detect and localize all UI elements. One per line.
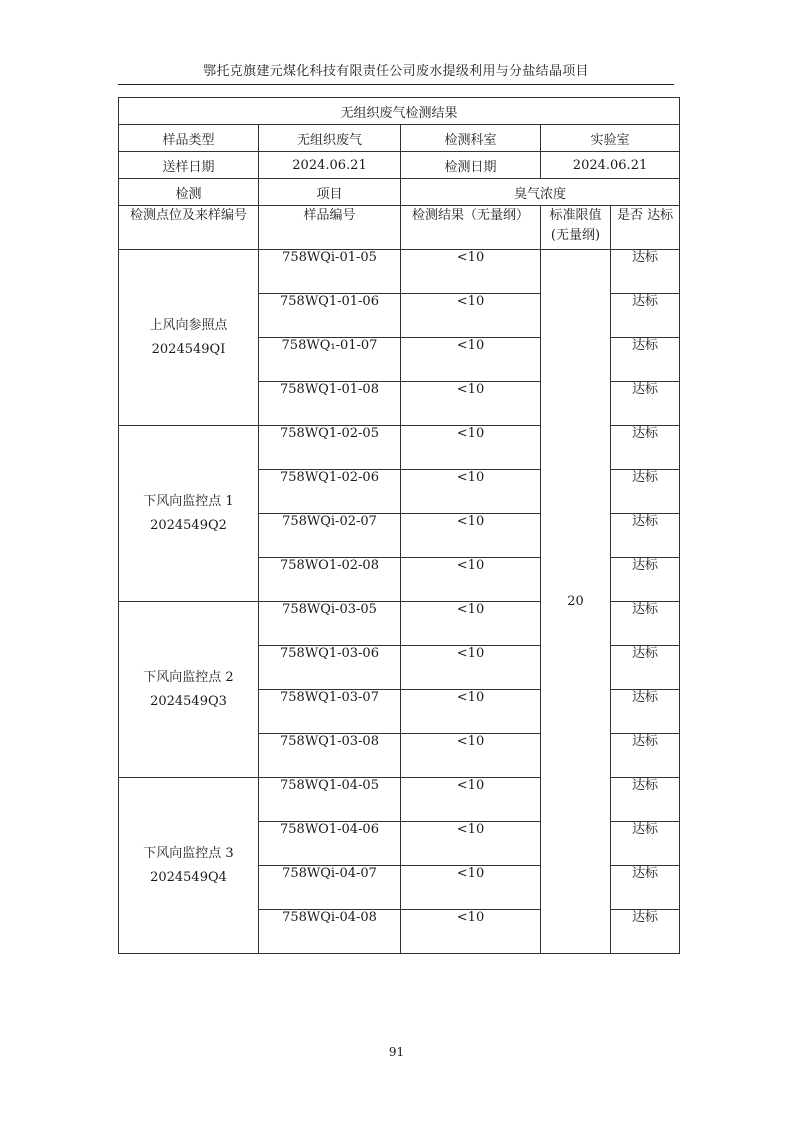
sample-id: 758WQ1-02-05 [259, 426, 401, 470]
sample-id: 758WQ1-04-05 [259, 778, 401, 822]
test-dept-value: 实验室 [541, 125, 680, 152]
sample-id: 758WQi-04-07 [259, 866, 401, 910]
sample-type-label: 样品类型 [119, 125, 259, 152]
test-dept-label: 检测科室 [401, 125, 541, 152]
pass-status: 达标 [611, 470, 680, 514]
test-result: <10 [401, 294, 541, 338]
page-number: 91 [388, 1045, 405, 1059]
pass-status: 达标 [611, 734, 680, 778]
pass-status: 达标 [611, 514, 680, 558]
pass-status: 达标 [611, 426, 680, 470]
test-result: <10 [401, 426, 541, 470]
header-rule [118, 84, 674, 85]
sample-id: 758WO1-02-08 [259, 558, 401, 602]
site-code: 2024549QI [151, 341, 226, 357]
table-row [119, 250, 680, 294]
col-header-pass: 是否 达标 [611, 206, 680, 250]
col-header-limit-line2: (无量纲) [550, 228, 601, 243]
pass-status: 达标 [611, 690, 680, 734]
sample-id: 758WQ1-02-06 [259, 470, 401, 514]
sample-id: 758WQ1-01-08 [259, 382, 401, 426]
sample-id: 758WQi-02-07 [259, 514, 401, 558]
col-header-limit-line1: 标准限值 [549, 208, 602, 223]
site-code: 2024549Q3 [150, 693, 227, 709]
site-name: 下风向监控点 2 [143, 669, 234, 685]
sample-id: 758WQ1-01-06 [259, 294, 401, 338]
pass-status: 达标 [611, 866, 680, 910]
pass-status: 达标 [611, 778, 680, 822]
test-date-value: 2024.06.21 [541, 152, 680, 179]
test-result: <10 [401, 910, 541, 954]
test-result: <10 [401, 646, 541, 690]
test-result: <10 [401, 338, 541, 382]
test-date-label: 检测日期 [401, 152, 541, 179]
table-title: 无组织废气检测结果 [119, 98, 680, 125]
site-name: 下风向监控点 1 [143, 493, 234, 509]
test-result: <10 [401, 734, 541, 778]
test-result: <10 [401, 866, 541, 910]
test-result: <10 [401, 382, 541, 426]
test-result: <10 [401, 602, 541, 646]
pass-status: 达标 [611, 338, 680, 382]
col-header-limit [541, 206, 611, 250]
test-result: <10 [401, 822, 541, 866]
sub-header-odor: 臭气浓度 [401, 179, 680, 206]
sample-id: 758WQi-04-08 [259, 910, 401, 954]
sample-id: 758WQ₁-01-07 [259, 338, 401, 382]
site-name: 下风向监控点 3 [143, 845, 234, 861]
odor-results-table [118, 97, 680, 954]
pass-status: 达标 [611, 822, 680, 866]
test-result: <10 [401, 558, 541, 602]
pass-status: 达标 [611, 382, 680, 426]
site-code: 2024549Q4 [150, 869, 227, 885]
document-header: 鄂托克旗建元煤化科技有限责任公司废水提级利用与分盐结晶项目 [203, 64, 589, 79]
site-cell [119, 778, 259, 954]
test-result: <10 [401, 778, 541, 822]
col-header-result: 检测结果（无量纲） [401, 206, 541, 250]
col-header-site: 检测点位及来样编号 [119, 206, 259, 250]
site-cell [119, 250, 259, 426]
delivery-date-value: 2024.06.21 [259, 152, 401, 179]
site-name: 上风向参照点 [149, 317, 228, 333]
delivery-date-label: 送样日期 [119, 152, 259, 179]
sample-id: 758WQ1-03-07 [259, 690, 401, 734]
test-result: <10 [401, 690, 541, 734]
sub-header-test: 检测 [119, 179, 259, 206]
sample-id: 758WO1-04-06 [259, 822, 401, 866]
sample-id: 758WQ1-03-06 [259, 646, 401, 690]
sample-id: 758WQi-01-05 [259, 250, 401, 294]
pass-status: 达标 [611, 646, 680, 690]
site-cell [119, 602, 259, 778]
col-header-sample: 样品编号 [259, 206, 401, 250]
pass-status: 达标 [611, 250, 680, 294]
sample-id: 758WQ1-03-08 [259, 734, 401, 778]
sample-id: 758WQi-03-05 [259, 602, 401, 646]
pass-status: 达标 [611, 910, 680, 954]
standard-limit: 20 [541, 250, 611, 954]
sub-header-item: 项目 [259, 179, 401, 206]
test-result: <10 [401, 470, 541, 514]
pass-status: 达标 [611, 602, 680, 646]
site-code: 2024549Q2 [150, 517, 227, 533]
test-result: <10 [401, 514, 541, 558]
site-cell [119, 426, 259, 602]
sample-type-value: 无组织废气 [259, 125, 401, 152]
pass-status: 达标 [611, 294, 680, 338]
test-result: <10 [401, 250, 541, 294]
pass-status: 达标 [611, 558, 680, 602]
